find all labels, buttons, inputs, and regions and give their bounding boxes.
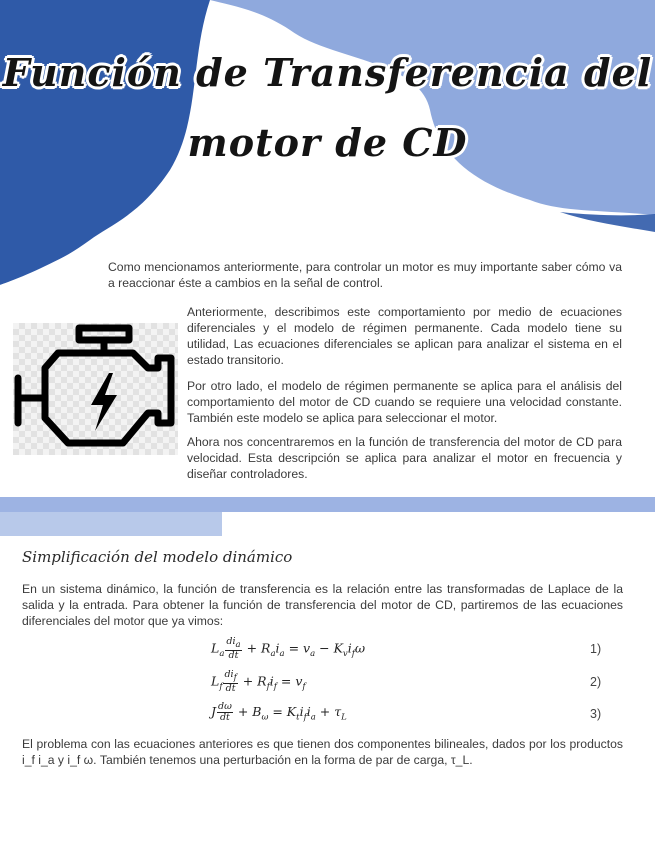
equation-2-number: 2)	[590, 675, 602, 689]
equation-1: $L_a$ $\frac{di_a}{dt}$ + $R_ai_a = v_a - K_vi_f\omega$	[211, 636, 366, 661]
divider-band-short	[0, 512, 222, 536]
intro-paragraph: Como mencionamos anteriormente, para controlar un motor es muy importante saber cómo va a reaccionar éste a cambios en la señal de control.	[108, 260, 622, 290]
engine-image	[13, 323, 178, 455]
equation-1-number: 1)	[590, 642, 602, 656]
section-body-2: El problema con las ecuaciones anteriores es que tienen dos componentes bilineales, dados por los productos i_f i_a y i_f ω. También tenemos una perturbación en la forma de par de carga, τ_L.	[22, 737, 623, 767]
divider-band	[0, 497, 655, 512]
equation-2: $L_f$ $\frac{di_f}{dt}$ + $R_fi_f = v_f$	[211, 669, 306, 694]
section-heading: Simplificación del modelo dinámico	[22, 548, 293, 566]
equation-3: J $\frac{d\omega}{dt}$ + $B_\omega = K_ti_fi_a + \tau_L$	[211, 701, 347, 723]
engine-warning-icon	[13, 323, 178, 455]
title-line-1: Función de Transferencia del	[2, 50, 653, 95]
title-line-2: motor de CD	[187, 120, 468, 165]
paragraph-3: Ahora nos concentraremos en la función de transferencia del motor de CD para velocidad. Esta descripción se aplica para analizar el motor en frecuencia y diseñar controladores.	[187, 435, 622, 481]
equation-3-number: 3)	[590, 707, 602, 721]
paragraph-1: Anteriormente, describimos este comportamiento por medio de ecuaciones diferenciales y el modelo de régimen permanente. Cada modelo tiene su utilidad, Las ecuaciones diferenciales se aplican para analizar el sistema en el estado transitorio.	[187, 305, 622, 367]
paragraph-2: Por otro lado, el modelo de régimen permanente se aplica para el análisis del comportamiento del motor de CD cuando se requiere una velocidad constante. También este modelo se aplica para seleccionar el motor.	[187, 379, 622, 425]
section-body-1: En un sistema dinámico, la función de transferencia es la relación entre las transformadas de Laplace de la salida y la entrada. Para obtener la función de transferencia del motor de CD, partiremos de las ecuaciones diferenciales del motor que ya vimos:	[22, 582, 623, 628]
